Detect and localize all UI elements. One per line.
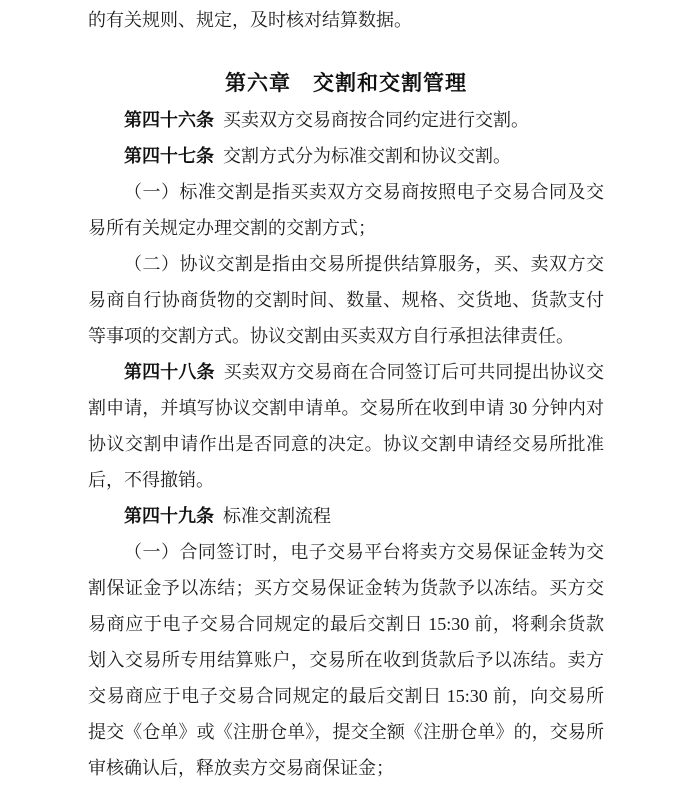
article-47-text: 交割方式分为标准交割和协议交割。 [223,146,511,166]
article-48-paragraph [88,354,604,498]
article-47-item-2-text: （二）协议交割是指由交易所提供结算服务，买、卖双方交易商自行协商货物的交割时间、数量、规格、交货地、货款支付等事项的交割方式。协议交割由买卖双方自行承担法律责任。 [88,254,604,346]
article-47-item-1-text: （一）标准交割是指买卖双方交易商按照电子交易合同及交易所有关规定办理交割的交割方式； [88,182,604,238]
continuation-paragraph: 的有关规则、规定，及时核对结算数据。 [88,10,412,30]
article-46-paragraph [88,102,604,138]
article-46-text: 买卖双方交易商按合同约定进行交割。 [223,110,529,130]
article-49-item-1-text: （一）合同签订时，电子交易平台将卖方交易保证金转为交割保证金予以冻结；买方交易保证金转为货款予以冻结。买方交易商应于电子交易合同规定的最后交割日 15:30 前，将剩余货款划入交易所专用结算账户，交易所在收到货款后予以冻结。卖方交易商应于电子交易合同规定的最后交割日 15:30 前，向交易所提交《仓单》或《注册仓单》，提交全额《注册仓单》的，交易所审核确认后，释放卖方交易商保证金； [88,542,604,778]
chapter-heading: 第六章 交割和交割管理 [225,72,467,95]
article-47-number: 第四十七条 [124,146,214,166]
article-48-number: 第四十八条 [124,362,215,382]
article-49-number: 第四十九条 [124,506,214,526]
article-49-text: 标准交割流程 [223,506,331,526]
article-47-paragraph [88,138,604,174]
article-49-item-1-paragraph [88,534,604,785]
article-46-number: 第四十六条 [124,110,214,130]
article-47-item-2-paragraph [88,246,604,354]
article-47-item-1-paragraph [88,174,604,246]
article-49-paragraph [88,498,604,534]
article-48-text: 买卖双方交易商在合同签订后可共同提出协议交割申请，并填写协议交割申请单。交易所在收到申请 30 分钟内对协议交割申请作出是否同意的决定。协议交割申请经交易所批准后，不得撤销。 [88,362,605,490]
